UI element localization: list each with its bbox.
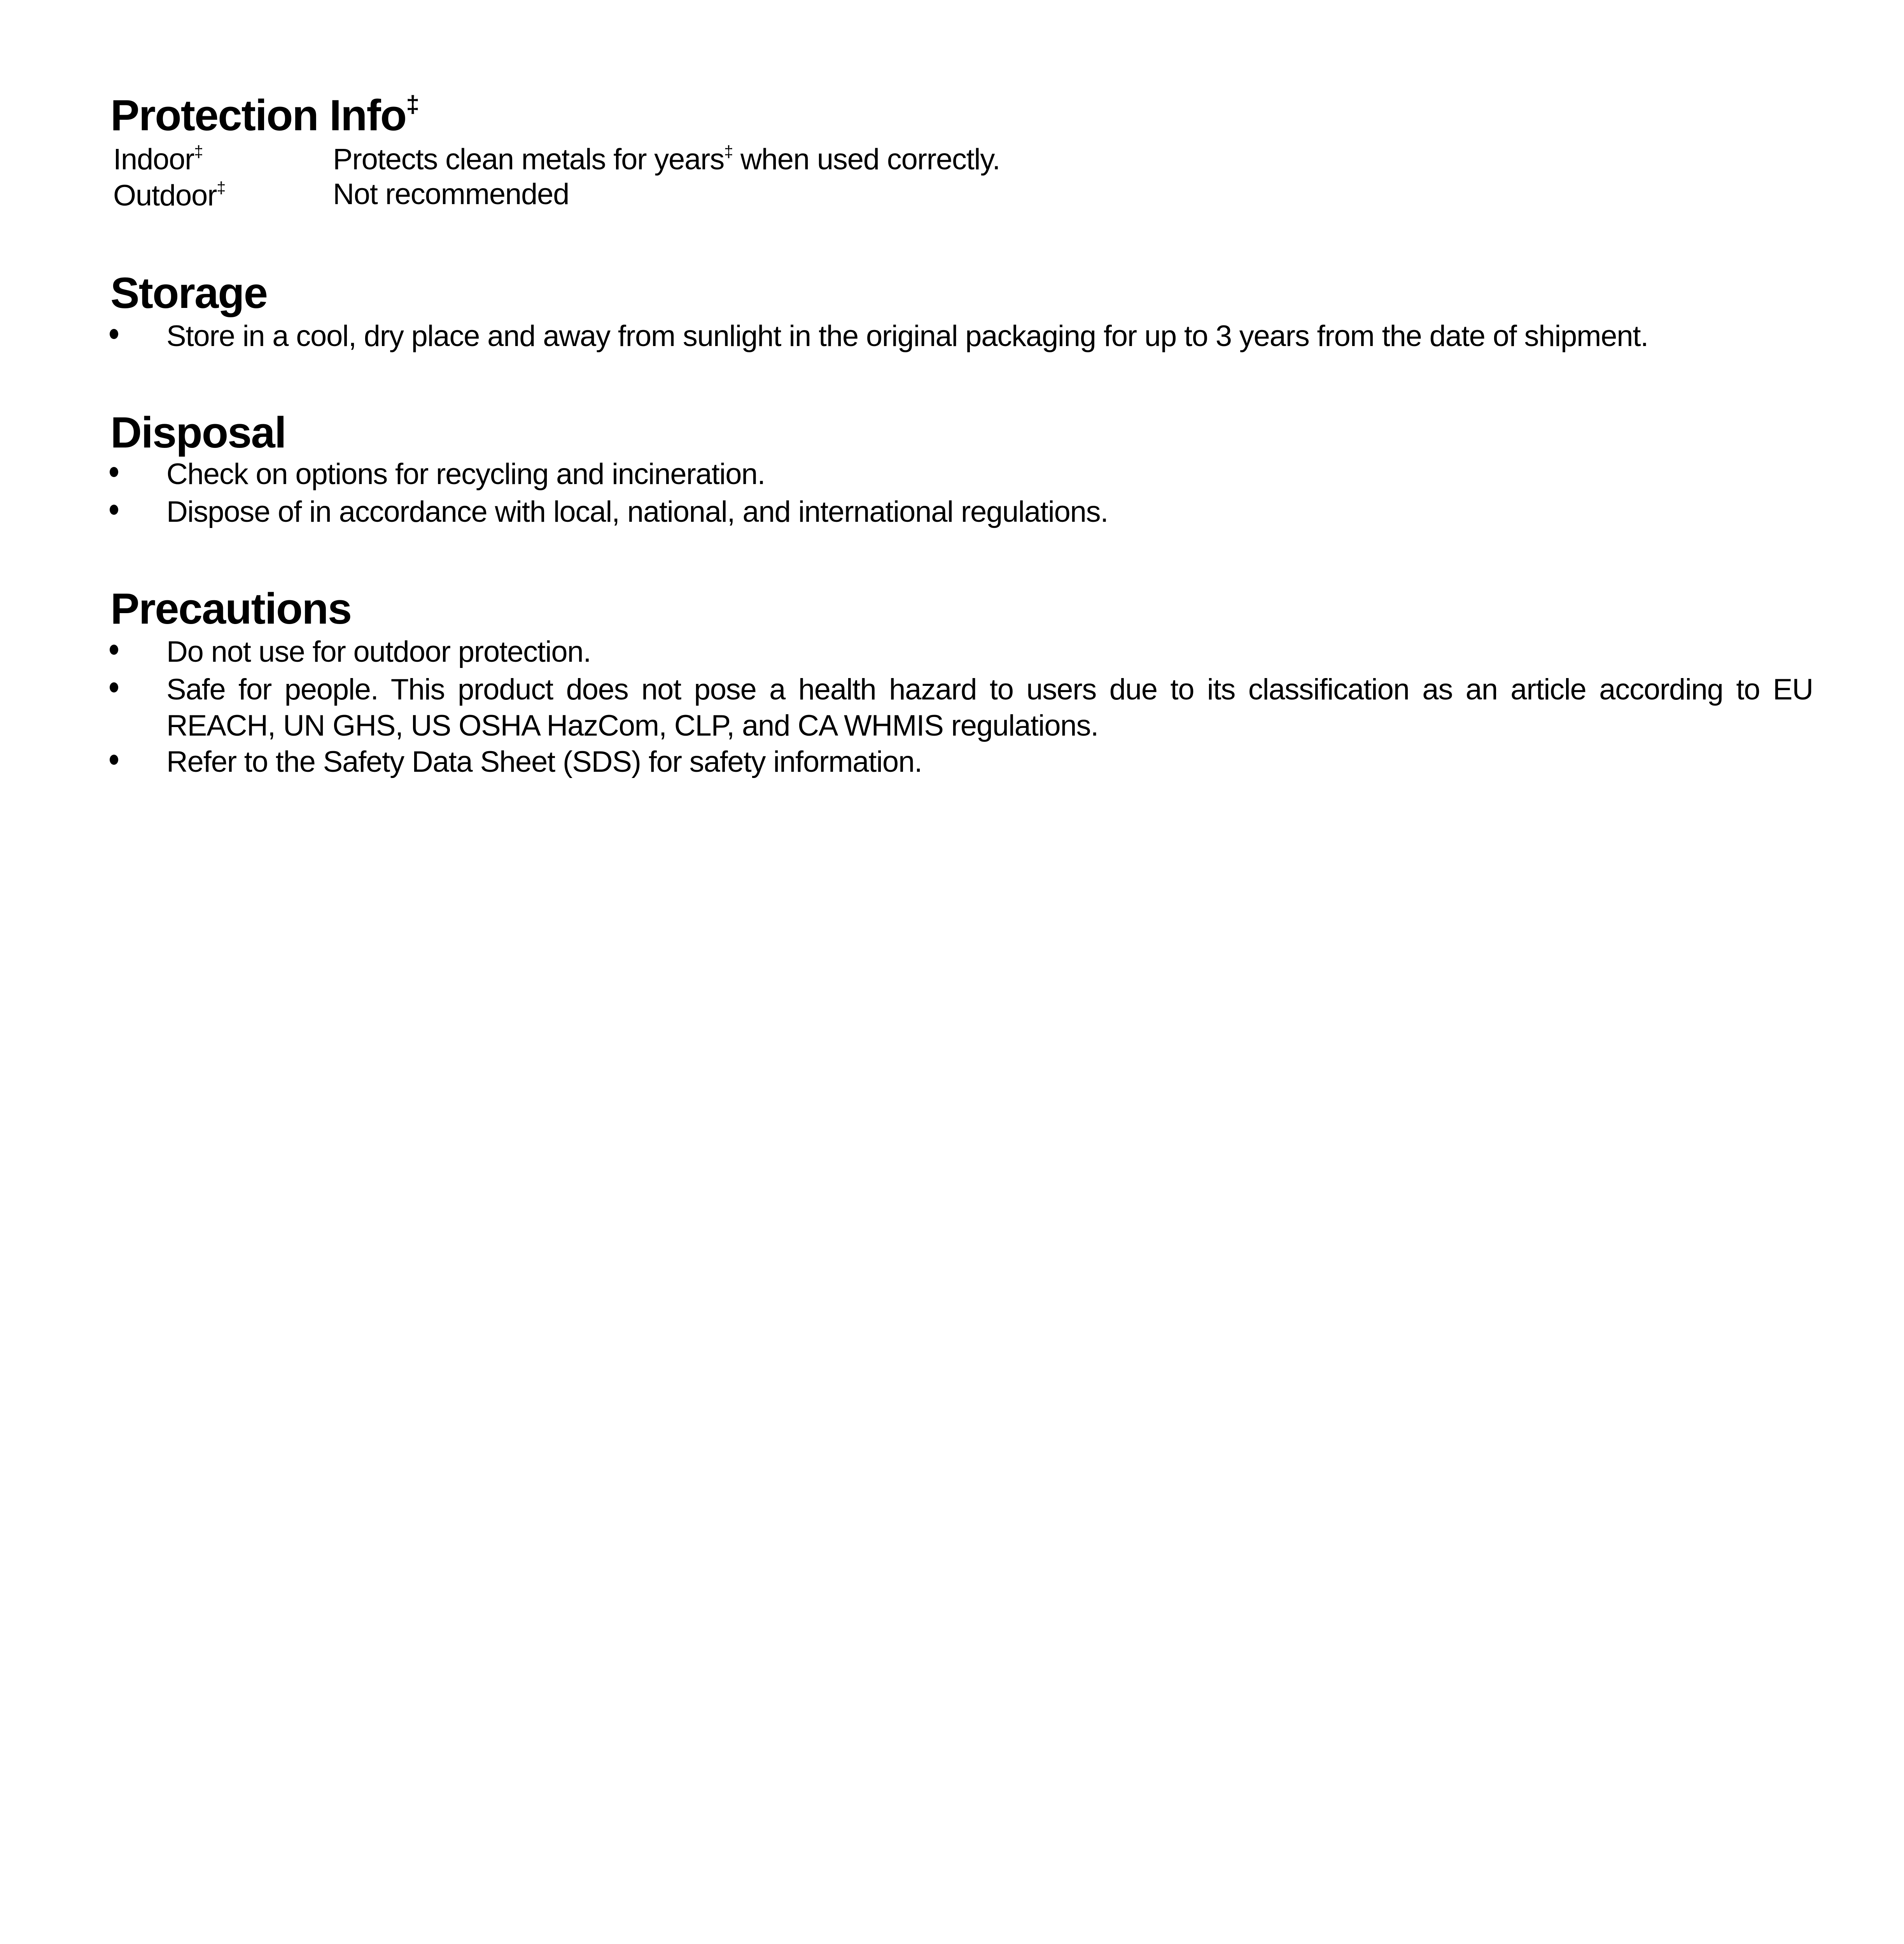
indoor-value <box>333 143 1000 174</box>
declaration-mark: ‡ <box>406 91 419 118</box>
bullet-icon <box>110 505 118 515</box>
indoor-value-text: Protects clean metals for years <box>333 143 724 176</box>
indoor-label <box>113 143 203 174</box>
precautions-item: Safe for people. This product does not pose a health hazard to users due to its classification as an article according to EU <box>166 675 1813 706</box>
outdoor-label-text: Outdoor <box>113 179 217 212</box>
precautions-item: Refer to the Safety Data Sheet (SDS) for safety information. <box>166 745 922 778</box>
declaration-mark: ‡ <box>724 142 733 161</box>
declaration-mark: ‡ <box>217 178 226 197</box>
storage-heading: Storage <box>110 269 267 317</box>
bullet-icon <box>110 329 118 339</box>
precautions-heading: Precautions <box>110 584 352 633</box>
precautions-item: Do not use for outdoor protection. <box>166 635 591 668</box>
protection-info-heading <box>110 91 419 140</box>
disposal-heading: Disposal <box>110 408 286 457</box>
protection-info-title: Protection Info <box>110 91 406 140</box>
bullet-icon <box>110 645 118 655</box>
storage-item: Store in a cool, dry place and away from sunlight in the original packaging for up to 3 years from the date of shipment. <box>166 320 1648 353</box>
disposal-item: Check on options for recycling and incineration. <box>166 458 765 491</box>
declaration-mark: ‡ <box>194 142 203 161</box>
indoor-value-text-end: when used correctly. <box>733 143 1000 176</box>
outdoor-label <box>113 180 225 210</box>
bullet-icon <box>110 467 118 477</box>
outdoor-value: Not recommended <box>333 178 569 211</box>
disposal-item: Dispose of in accordance with local, national, and international regulations. <box>166 495 1108 528</box>
bullet-icon <box>110 755 118 765</box>
indoor-label-text: Indoor <box>113 143 194 176</box>
bullet-icon <box>110 682 118 692</box>
precautions-item-continued: REACH, UN GHS, US OSHA HazCom, CLP, and CA WHMIS regulations. <box>166 709 1099 742</box>
